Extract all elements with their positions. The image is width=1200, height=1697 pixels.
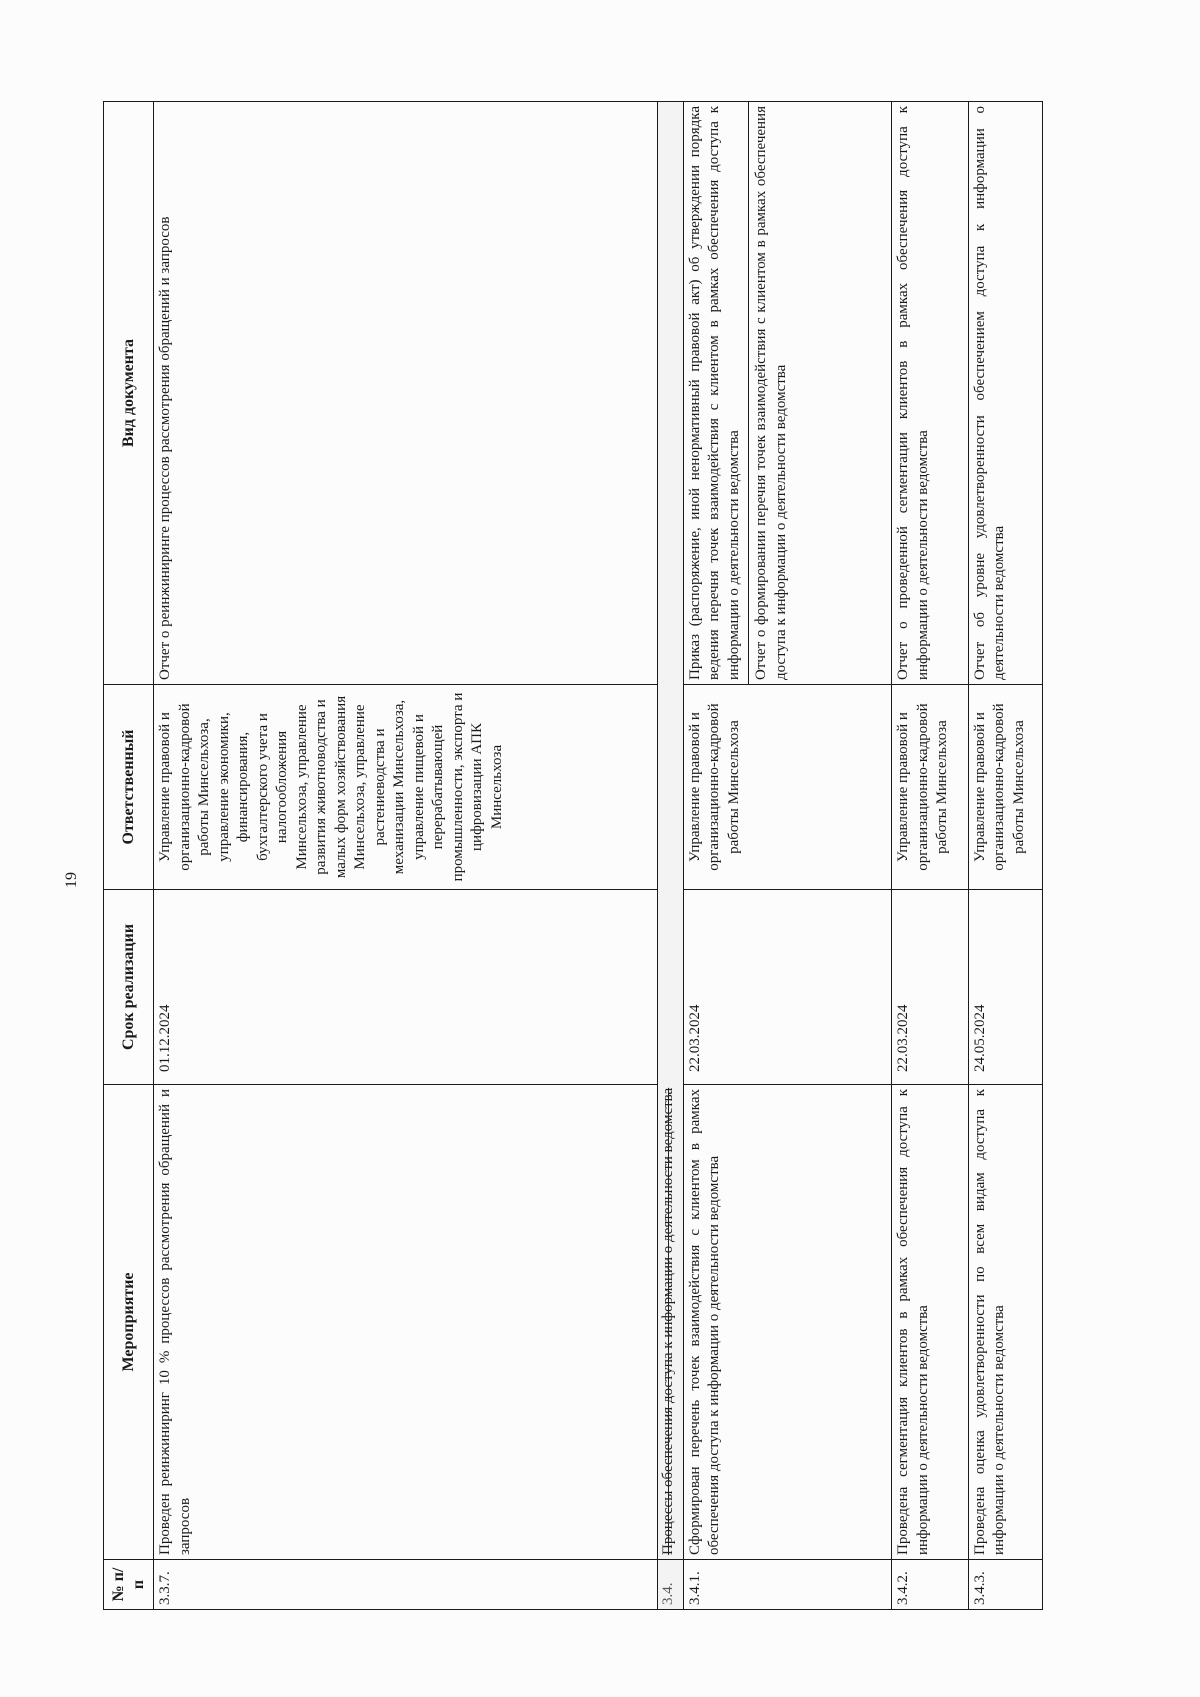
row-responsible: Управление правовой и организационно-кадровой работы Минсельхоза: [892, 685, 968, 890]
row-doc-type: Приказ (распоряжение, иной ненормативный правовой акт) об утверждении порядка ведения перечня точек взаимодействия с клиентом в рамках обеспечения доступа к информации о деятельности ведомства: [686, 106, 742, 680]
row-activity: Проведена сегментация клиентов в рамках обеспечения доступа к информации о деятельности ведомства: [892, 1085, 968, 1560]
row-doc-type: Отчет о проведенной сегментации клиентов в рамках обеспечения доступа к информации о деятельности ведомства: [892, 102, 968, 685]
row-doc-type-2: Отчет о формировании перечня точек взаимодействия с клиентом в рамках обеспечения доступа к информации о деятельности ведомства: [748, 102, 791, 684]
row-num: 3.3.7.: [154, 1560, 658, 1610]
row-doc-type-cell: [683, 102, 892, 685]
header-responsible: Ответственный: [104, 685, 154, 890]
header-activity: Мероприятие: [104, 1085, 154, 1560]
row-deadline: 24.05.2024: [968, 890, 1042, 1085]
section-title: Процессы обеспечения доступа к информации о деятельности ведомства: [660, 1087, 677, 1555]
section-title-cell: [658, 102, 683, 1560]
table-row: [683, 102, 892, 1610]
header-num: № п/п: [104, 1560, 154, 1610]
section-num: 3.4.: [658, 1560, 683, 1610]
header-deadline: Срок реализации: [104, 890, 154, 1085]
row-deadline: 22.03.2024: [683, 890, 892, 1085]
row-activity: Проведена оценка удовлетворенности по всем видам доступа к информации о деятельности ведомства: [968, 1085, 1042, 1560]
row-doc-type: Отчет о реинжиниринге процессов рассмотрения обращений и запросов: [154, 102, 658, 685]
header-row: [104, 102, 154, 1610]
row-deadline: 01.12.2024: [154, 890, 658, 1085]
row-num: 3.4.1.: [683, 1560, 892, 1610]
section-row: [658, 102, 683, 1610]
activities-table: [103, 101, 1043, 1610]
row-activity: Сформирован перечень точек взаимодействия с клиентом в рамках обеспечения доступа к информации о деятельности ведомства: [683, 1085, 892, 1560]
row-deadline: 22.03.2024: [892, 890, 968, 1085]
header-doc-type: Вид документа: [104, 102, 154, 685]
row-responsible: Управление правовой и организационно-кадровой работы Минсельхоза: [968, 685, 1042, 890]
row-responsible: Управление правовой и организационно-кадровой работы Минсельхоза, управление экономики, финансирования, бухгалтерского учета и налогообложения Минсельхоза, управление развития животноводства и малых форм хозяйствования Минсельхоза, управление растениеводства и механизации Минсельхоза, управление пищевой и перерабатывающей промышленности, экспорта и цифровизации АПК Минсельхоза: [154, 685, 658, 890]
row-activity: Проведен реинжиниринг 10 % процессов рассмотрения обращений и запросов: [154, 1085, 658, 1560]
table-row: [154, 102, 658, 1610]
rotated-table-container: [103, 102, 1043, 1610]
row-num: 3.4.3.: [968, 1560, 1042, 1610]
row-num: 3.4.2.: [892, 1560, 968, 1610]
row-doc-type: Отчет об уровне удовлетворенности обеспечением доступа к информации о деятельности ведомства: [968, 102, 1042, 685]
page-number: 19: [63, 872, 80, 888]
table-row: [968, 102, 1042, 1610]
table-row: [892, 102, 968, 1610]
row-responsible: Управление правовой и организационно-кадровой работы Минсельхоза: [683, 685, 892, 890]
